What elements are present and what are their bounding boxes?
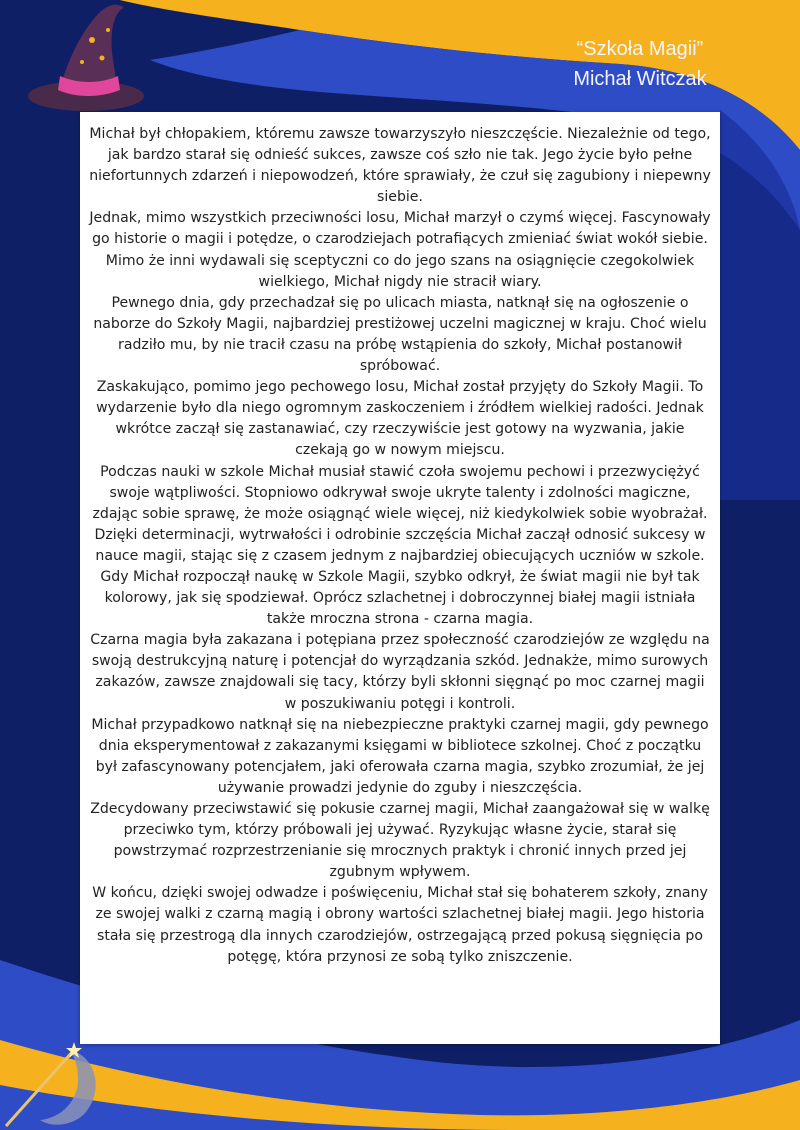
paragraph: Zdecydowany przeciwstawić się pokusie czarnej magii, Michał zaangażował się w walkę przeciwko tym, którzy próbowali jej używać. Ryzykując własne życie, starał się powstrzymać rozprzestrzenianie się mrocznych praktyk i chronić innych przed jej zgubnym wpływem. (90, 801, 710, 881)
witch-hat-icon (22, 0, 152, 120)
story-title: “Szkoła Magii” (576, 38, 704, 60)
story-page (80, 112, 720, 1044)
paragraph: Pewnego dnia, gdy przechadzał się po ulicach miasta, natknął się na ogłoszenie o naborze do Szkoły Magii, najbardziej prestiżowej uczelni magicznej w kraju. Choć wielu radziło mu, by nie tracił czasu na próbę wstąpienia do szkoły, Michał postanowił spróbować. (93, 294, 707, 375)
paragraph: Michał przypadkowo natknął się na niebezpieczne praktyki czarnej magii, gdy pewnego dnia eksperymentował z zakazanymi księgami w bibliotece szkolnej. Choć z początku był zafascynowany potencjałem, jaki oferowała czarna magia, szybko zrozumiał, że jej używanie prowadzi jedynie do zguby i nieszczęścia. (91, 716, 709, 796)
paragraph: Gdy Michał rozpoczął naukę w Szkole Magii, szybko odkrył, że świat magii nie był tak kolorowy, jak się spodziewał. Oprócz szlachetnej i dobroczynnej białej magii istniała także mroczna strona - czarna magia. (100, 568, 700, 628)
paragraph: W końcu, dzięki swojej odwadze i poświęceniu, Michał stał się bohaterem szkoły, znany ze swojej walki z czarną magią i obrony wartości szlachetnej białej magii. Jego historia stała się przestrogą dla innych czarodziejów, ostrzegającą przed pokusą sięgnięcia po potęgę, która przynosi ze sobą tylko zniszczenie. (92, 885, 708, 965)
paragraph: Podczas nauki w szkole Michał musiał stawić czoła swojemu pechowi i przezwyciężyć swoje wątpliwości. Stopniowo odkrywał swoje ukryte talenty i zdolności magiczne, zdając sobie sprawę, że może osiągnąć wiele więcej, niż kiedykolwiek sobie wyobrażał. Dzięki determinacji, wytrwałości i odrobinie szczęścia Michał zaczął odnosić sukcesy w nauce magii, stając się z czasem jednym z najbardziej obiecujących uczniów w szkole. (92, 463, 708, 564)
author-name: Michał Witczak (573, 68, 707, 90)
paragraph: Michał był chłopakiem, któremu zawsze towarzyszyło nieszczęście. Niezależnie od tego, jak bardzo starał się odnieść sukces, zawsze coś szło nie tak. Jego życie było pełne niefortunnych zdarzeń i niepowodzeń, które sprawiały, że czuł się zagubiony i niepewny siebie. (89, 126, 711, 206)
magic-wand-icon (0, 1030, 110, 1130)
paragraph: Zaskakująco, pomimo jego pechowego losu, Michał został przyjęty do Szkoły Magii. To wydarzenie było dla niego ogromnym zaskoczeniem i źródłem wielkiej radości. Jednak wkrótce zaczął się zastanawiać, czy rzeczywiście jest gotowy na wyzwania, jakie czekają go w nowym miejscu. (96, 379, 704, 459)
paragraph: Jednak, mimo wszystkich przeciwności losu, Michał marzył o czymś więcej. Fascynowały go historie o magii i potędze, o czarodziejach potrafiących zmieniać świat wokół siebie. Mimo że inni wydawali się sceptyczni co do jego szans na osiągnięcie czegokolwiek wielkiego, Michał nigdy nie stracił wiary. (89, 210, 711, 290)
header (510, 34, 770, 94)
crescent-moon-icon (40, 1050, 96, 1125)
paragraph: Czarna magia była zakazana i potępiana przez społeczność czarodziejów ze względu na swoją destrukcyjną naturę i potencjał do wyrządzania szkód. Jednakże, mimo surowych zakazów, zawsze znajdowali się tacy, którzy byli skłonni sięgnąć po moc czarnej magii w poszukiwaniu potęgi i kontroli. (90, 632, 710, 712)
